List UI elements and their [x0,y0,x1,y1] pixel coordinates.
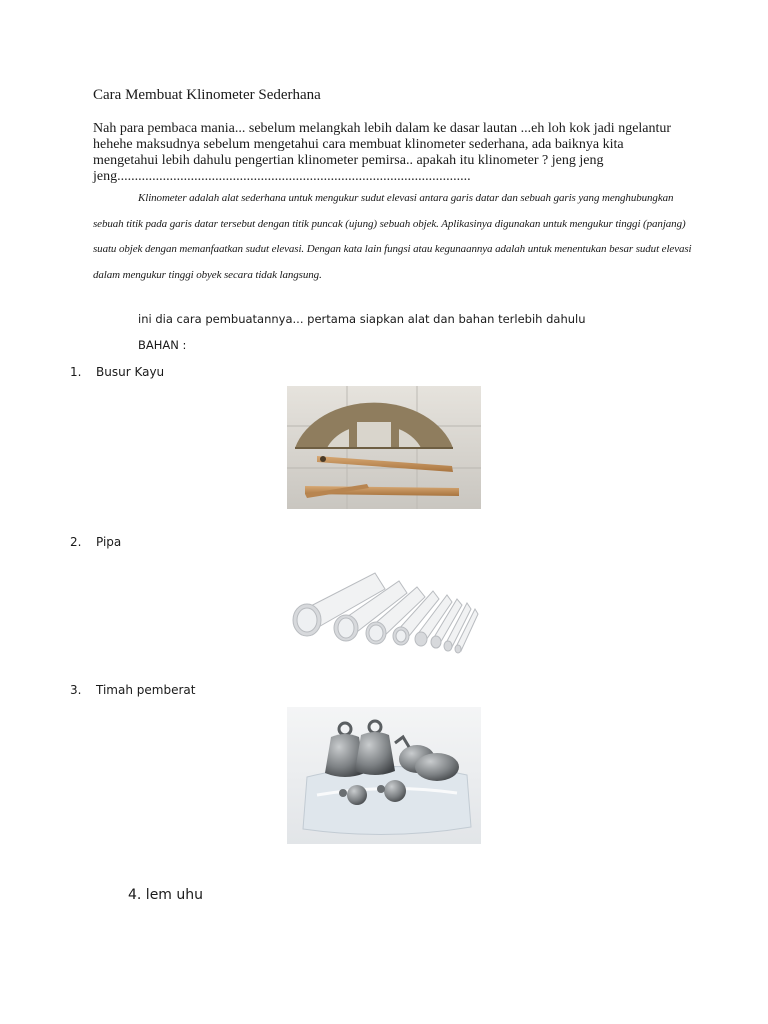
list-number: 3. [70,683,82,697]
list-item-lem-uhu [128,887,203,903]
list-label: Pipa [96,535,122,549]
list-item-busur-kayu [70,365,164,379]
document-title: Cara Membuat Klinometer Sederhana [93,87,321,103]
list-item-pipa [70,535,121,549]
list-label: Timah pemberat [96,683,196,697]
definition-paragraph [93,186,693,288]
bahan-heading: BAHAN : [138,338,187,352]
lead-sentence: ini dia cara pembuatannya... pertama siapkan alat dan bahan terlebih dahulu [138,312,586,326]
intro-paragraph: Nah para pembaca mania... sebelum melangkah lebih dalam ke dasar lautan ...eh loh kok jadi ngelantur hehehe maksudnya sebelum mengetahui cara membuat klinometer sederhana, ada baiknya kita mengetahui lebih dahulu pengertian klinometer pemirsa.. apakah itu klinometer ? jeng jeng jeng..................................................................................................... [93,121,672,184]
timah-pemberat-photo [287,707,481,844]
list-label: 4. lem uhu [128,887,204,903]
list-item-timah-pemberat [70,683,195,697]
list-number: 1. [70,365,82,379]
pipa-photo [287,565,481,657]
list-number: 2. [70,535,82,549]
busur-kayu-photo [287,386,481,509]
list-label: Busur Kayu [96,365,165,379]
definition-text: Klinometer adalah alat sederhana untuk mengukur sudut elevasi antara garis datar dan sebuah garis yang menghubungkan sebuah titik pada garis datar tersebut dengan titik puncak (ujung) sebuah objek. Aplikasinya digunakan untuk mengukur tinggi (panjang) suatu objek dengan memanfaatkan sudut elevasi. Dengan kata lain fungsi atau kegunaannya adalah untuk menentukan besar sudut elevasi dalam mengukur tinggi obyek secara tidak langsung. [93,192,692,281]
